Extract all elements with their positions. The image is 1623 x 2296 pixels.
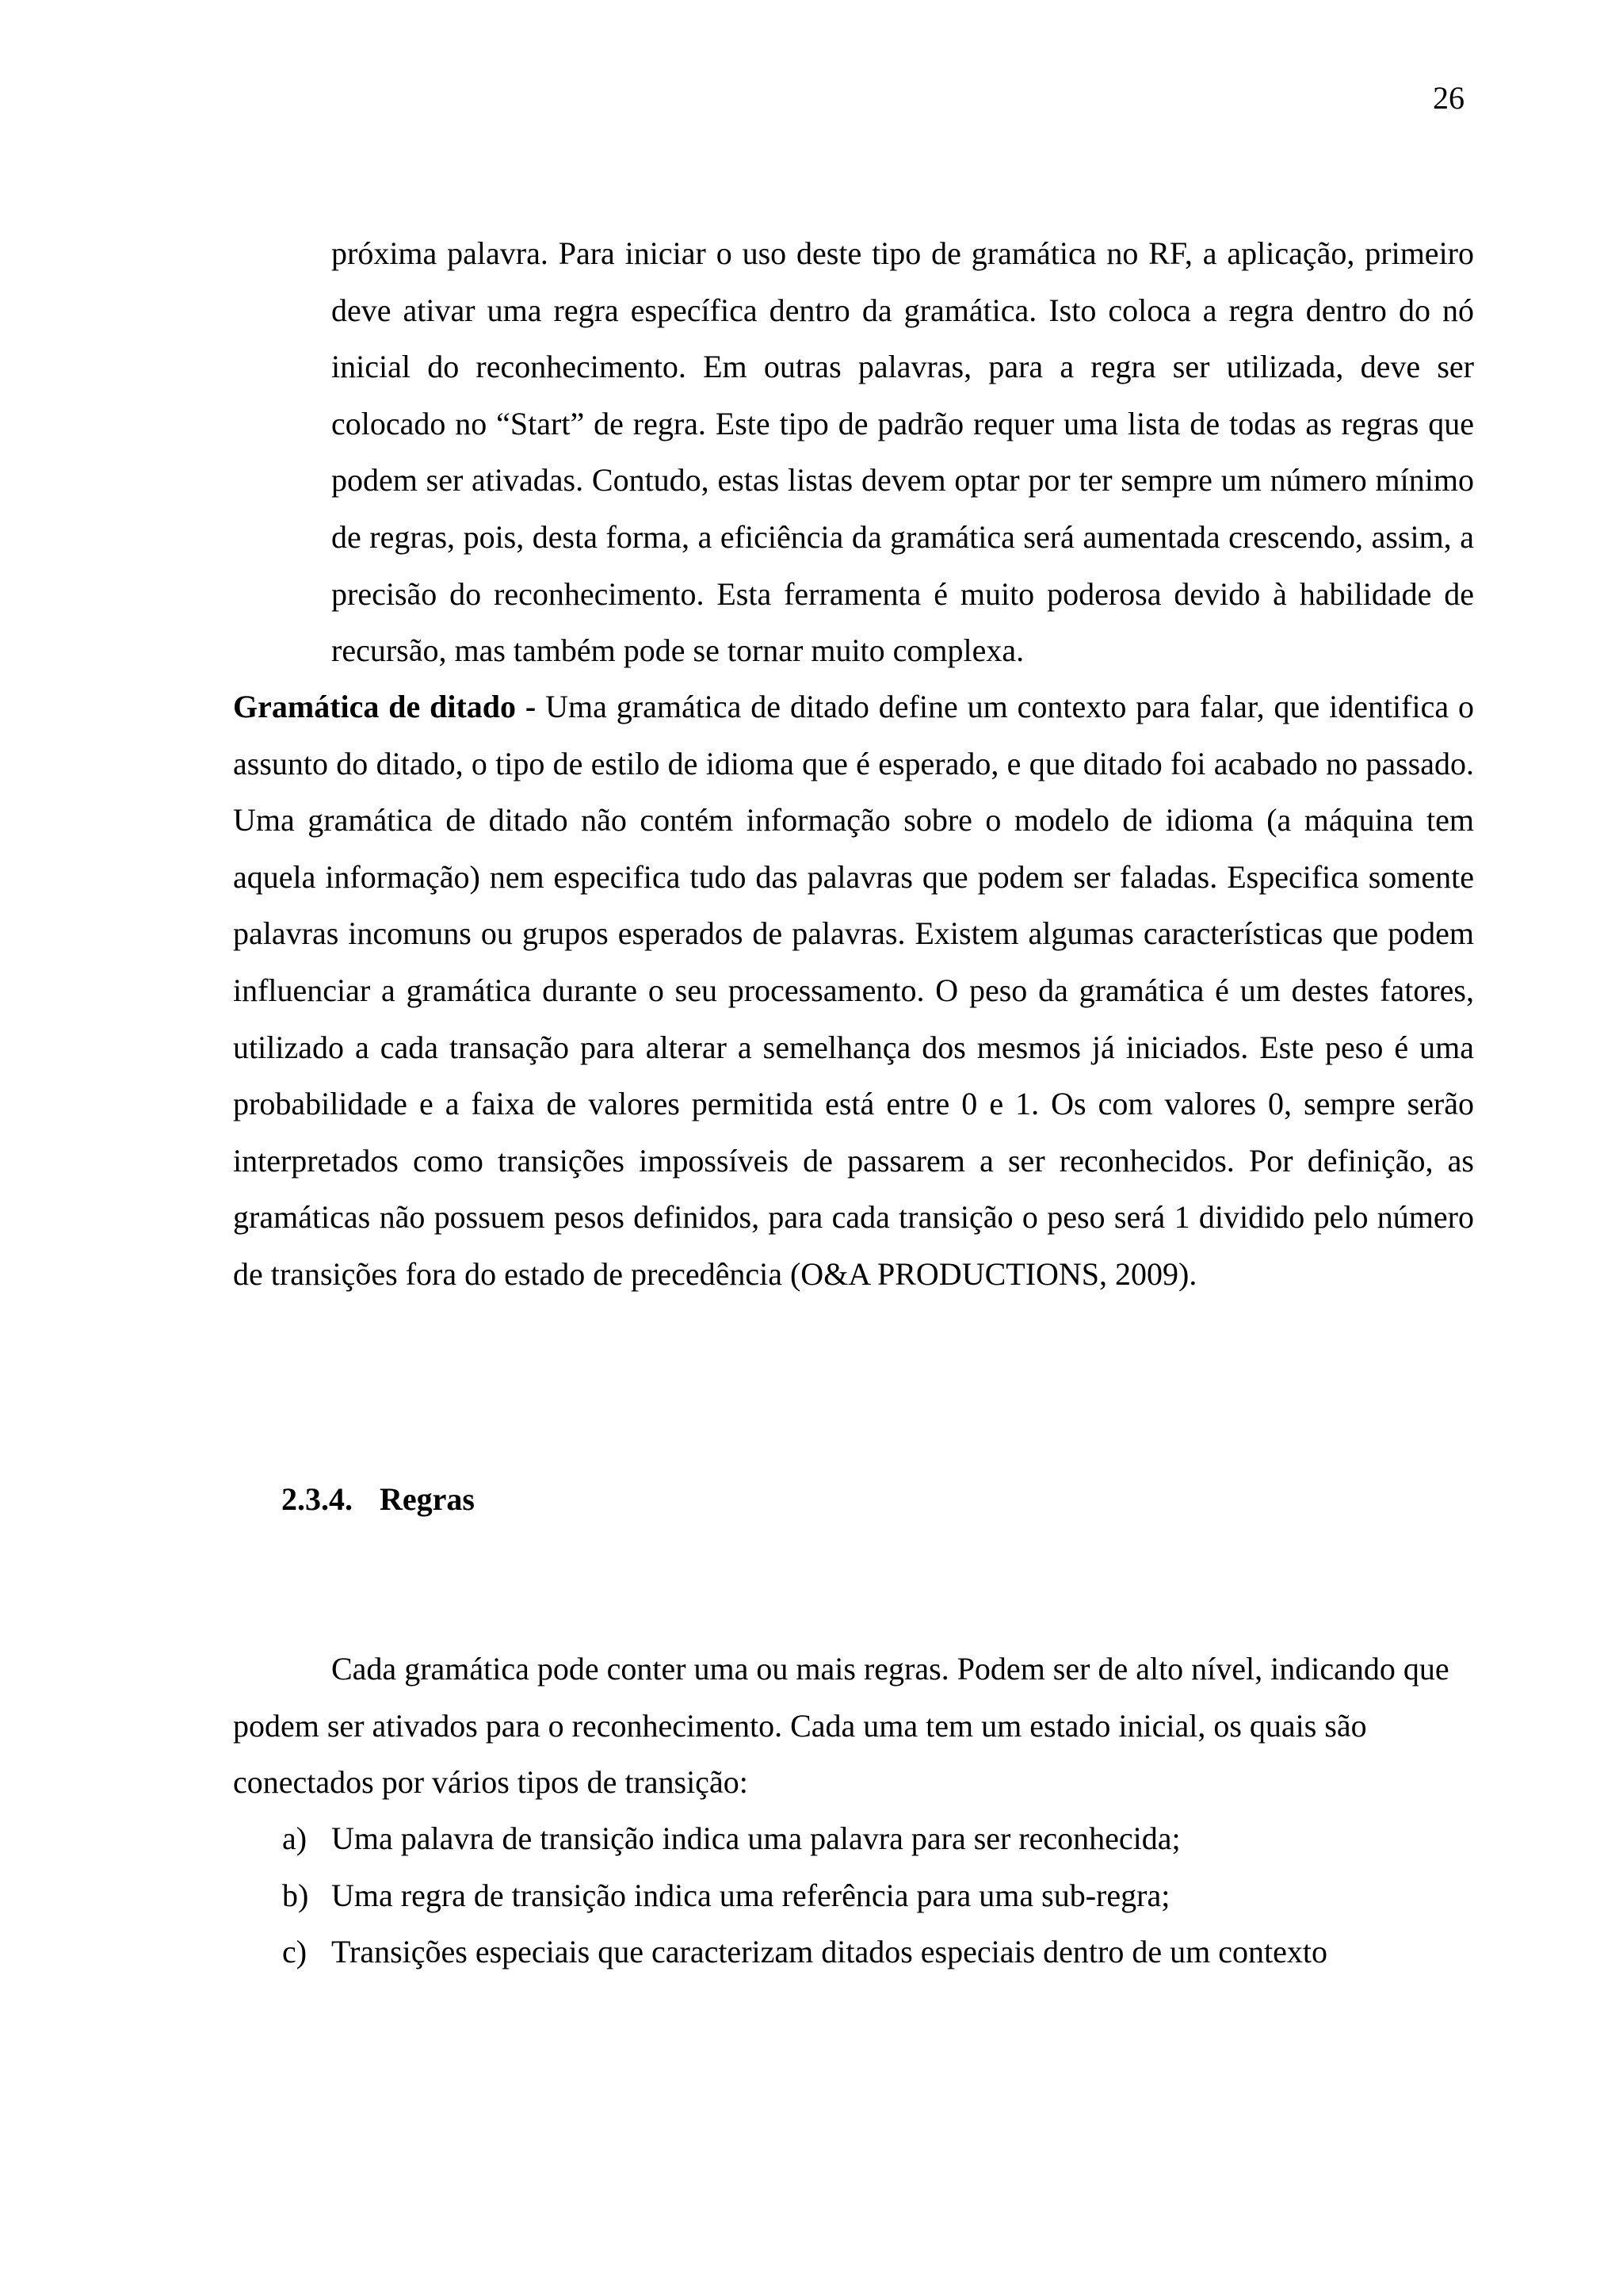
list-item-text: Uma regra de transição indica uma referência para uma sub-regra; [331,1877,1170,1913]
section-number: 2.3.4. [281,1481,353,1517]
rules-paragraph: Cada gramática pode conter uma ou mais regras. Podem ser de alto nível, indicando que podem ser ativados para o reconhecimento. Cada uma tem um estado inicial, os quais são conectados por vários tipos de transição: [233,1651,1449,1801]
list-item-marker: a) [282,1820,307,1856]
list-item-marker: c) [282,1934,307,1970]
dictation-grammar-paragraph [233,678,1474,1303]
dictation-grammar-text: Uma gramática de ditado define um contexto para falar, que identifica o assunto do ditado, o tipo de estilo de idioma que é esperado, e que ditado foi acabado no passado. Uma gramática de ditado não contém informação sobre o modelo de idioma (a máquina tem aquela informação) nem especifica tudo das palavras que podem ser faladas. Especifica somente palavras incomuns ou grupos esperados de palavras. Existem algumas características que podem influenciar a gramática durante o seu processamento. O peso da gramática é um destes fatores, utilizado a cada transação para alterar a semelhança dos mesmos já iniciados. Este peso é uma probabilidade e a faixa de valores permitida está entre 0 e 1. Os com valores 0, sempre serão interpretados como transições impossíveis de passarem a ser reconhecidos. Por definição, as gramáticas não possuem pesos definidos, para cada transição o peso será 1 dividido pelo número de transições fora do estado de precedência (O&A PRODUCTIONS, 2009). [233,689,1474,1292]
list-item [233,1867,1474,1924]
list-item-text: Uma palavra de transição indica uma palavra para ser reconhecida; [331,1820,1181,1856]
section-title: Regras [380,1481,475,1517]
section-heading [281,1479,475,1520]
list-item-text: Transições especiais que caracterizam ditados especiais dentro de um contexto [331,1934,1327,1970]
dictation-grammar-term: Gramática de ditado - [233,689,537,724]
list-item [233,1810,1474,1867]
page-number: 26 [1433,80,1465,116]
indented-paragraph: próxima palavra. Para iniciar o uso deste tipo de gramática no RF, a aplicação, primeiro deve ativar uma regra específica dentro da gramática. Isto coloca a regra dentro do nó inicial do reconhecimento. Em outras palavras, para a regra ser utilizada, deve ser colocado no “Start” de regra. Este tipo de padrão requer uma lista de todas as regras que podem ser ativadas. Contudo, estas listas devem optar por ter sempre um número mínimo de regras, pois, desta forma, a eficiência da gramática será aumentada crescendo, assim, a precisão do reconhecimento. Esta ferramenta é muito poderosa devido à habilidade de recursão, mas também pode se tornar muito complexa. [331,235,1474,669]
transition-types-list [233,1810,1474,1981]
list-item [233,1924,1474,1981]
list-item-marker: b) [282,1877,309,1913]
